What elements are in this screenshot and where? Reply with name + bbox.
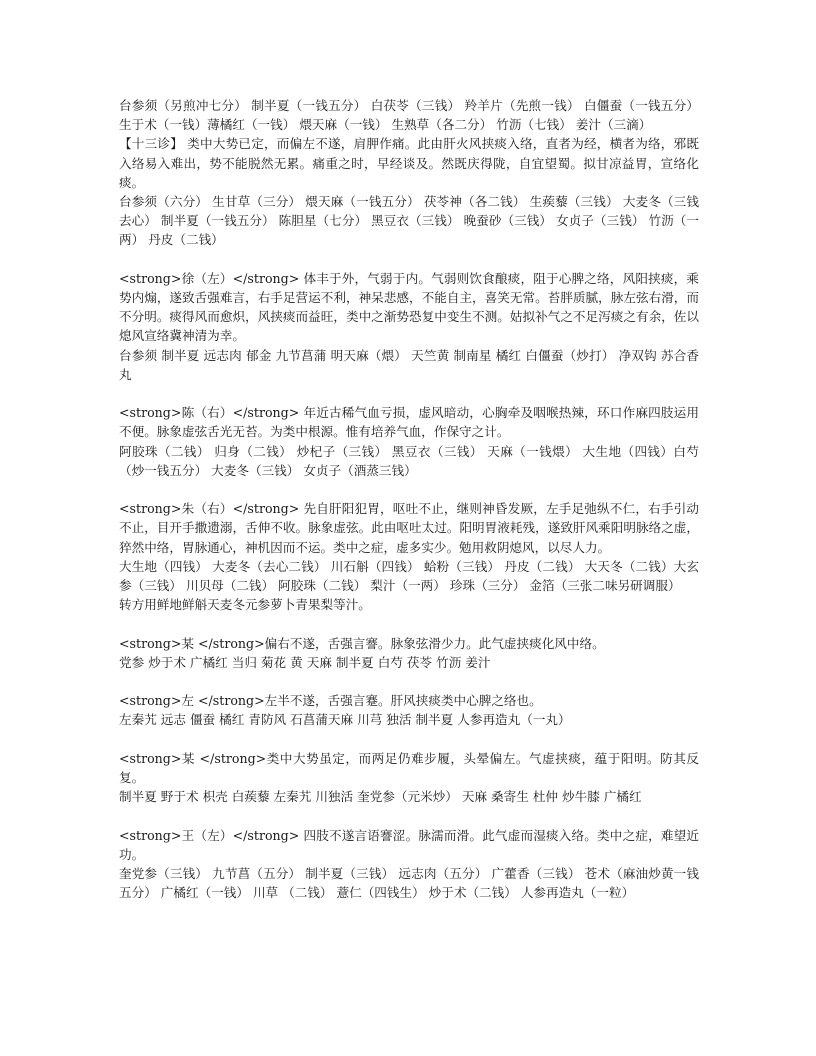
case-note-xu: <strong>徐（左）</strong> 体丰于外，气弱于内。气弱则饮食酿痰，阻于心脾之络，风阳挟痰，乘势内煽，遂致舌强难言，右手足营运不利，神呆悲感，不能自主，喜笑无常。苔胖质腻，脉左弦右滑，而不分明。痰得风而愈炽，风挟痰而益旺，类中之渐势恐复中变生不测。姑拟补气之不足泻痰之有余，佐以熄风宣络冀神清为幸。 [119, 270, 699, 344]
paragraph-gap [119, 614, 699, 633]
paragraph-gap [119, 480, 699, 499]
prescription-line: 制半夏 野于术 枳壳 白蒺藜 左秦艽 川独活 奎党参（元米炒） 天麻 桑寄生 杜仲 炒牛膝 广橘红 [119, 789, 642, 805]
consultation-note: 【十三诊】 类中大势已定，而偏左不遂，肩胛作痛。此由肝火风挟痰入络，直者为经，横者为络，邪既入络易入难出，势不能脱然无累。痛重之时，早经谈及。然既庆得陇，自宜望蜀。拟甘凉益胃，宣络化痰。 [119, 136, 699, 190]
prescription-line: 台参须 制半夏 远志肉 郁金 九节菖蒲 明天麻（煨） 天竺黄 制南星 橘红 白僵蚕（炒打） 净双钩 苏合香丸 [119, 347, 699, 382]
paragraph-gap [119, 250, 699, 269]
prescription-line: 台参须（另煎冲七分） 制半夏（一钱五分） 白茯苓（三钱） 羚羊片（先煎一钱） 白僵蚕（一钱五分）生于术（一钱）薄橘红（一钱） 煨天麻（一钱） 生熟草（各二分） 竹沥（七钱） 姜汁（三滴） [119, 98, 699, 133]
document-body [119, 96, 699, 902]
paragraph-gap [119, 384, 699, 403]
paragraph-gap [119, 672, 699, 691]
case-note-chen: <strong>陈（右）</strong> 年近古稀气血亏损，虚风暗动，心胸牵及咽喉热辣，环口作麻四肢运用不便。脉象虚弦舌光无苔。为类中根源。惟有培养气血，作保守之计。 [119, 405, 699, 440]
prescription-note: 转方用鲜地鲜斛天麦冬元参萝卜青果梨等汁。 [119, 597, 371, 613]
case-note-zuo: <strong>左 </strong>左半不遂，舌强言蹇。肝风挟痰类中心脾之络也。 [119, 693, 542, 709]
paragraph-gap [119, 730, 699, 749]
prescription-line: 左秦艽 远志 僵蚕 橘红 青防风 石菖蒲天麻 川芎 独活 制半夏 人参再造丸（一丸） [119, 712, 571, 728]
prescription-line: 阿胶珠（二钱） 归身（二钱） 炒杞子（三钱） 黑豆衣（三钱） 天麻（一钱煨） 大生地（四钱）白芍（炒一钱五分） 大麦冬（三钱） 女贞子（酒蒸三钱） [119, 443, 699, 478]
case-note-wang: <strong>王（左）</strong> 四肢不遂言语謇涩。脉濡而滑。此气虚而湿痰入络。类中之症，难望近功。 [119, 827, 699, 862]
prescription-line: 大生地（四钱） 大麦冬（去心二钱） 川石斛（四钱） 蛤粉（三钱） 丹皮（二钱） 大天冬（二钱）大玄参（三钱） 川贝母（二钱） 阿胶珠（二钱） 梨汁（一两） 珍珠（三分） 金箔（三张二味另研调服） [119, 558, 699, 594]
prescription-line: 台参须（六分） 生甘草（三分） 煨天麻（一钱五分） 茯苓神（各二钱） 生蒺藜（三钱） 大麦冬（三钱去心） 制半夏（一钱五分） 陈胆星（七分） 黑豆衣（三钱） 晚蚕砂（三钱） 女贞子（三钱） 竹沥（一两） 丹皮（二钱） [119, 194, 699, 248]
case-note-mou-2: <strong>某 </strong>类中大势虽定，而两足仍难步履，头晕偏左。气虚挟痰，蕴于阳明。防其反复。 [119, 750, 699, 786]
case-note-zhu: <strong>朱（右）</strong> 先自肝阳犯胃，呕吐不止，继则神昏发厥，左手足弛纵不仁，右手引动不止，目开手撒遗溺，舌伸不收。脉象虚弦。此由呕吐太过。阳明胃液耗残，遂致肝风乘阳明脉络之虚，猝然中络，胃脉通心，神机因而不运。类中之症，虚多实少。勉用救阴熄风，以尽人力。 [119, 501, 699, 555]
case-note-mou: <strong>某 </strong>偏右不遂，舌强言謇。脉象弦滑少力。此气虚挟痰化风中络。 [119, 635, 605, 651]
paragraph-gap [119, 806, 699, 825]
prescription-line: 党参 炒于术 广橘红 当归 菊花 黄 天麻 制半夏 白芍 茯苓 竹沥 姜汁 [119, 654, 491, 670]
prescription-line: 奎党参（三钱） 九节菖（五分） 制半夏（三钱） 远志肉（五分） 广藿香（三钱） 苍术（麻油炒黄一钱五分） 广橘红（一钱） 川草 （二钱） 薏仁（四钱生） 炒于术（二钱） 人参再造丸（一粒） [119, 866, 699, 901]
